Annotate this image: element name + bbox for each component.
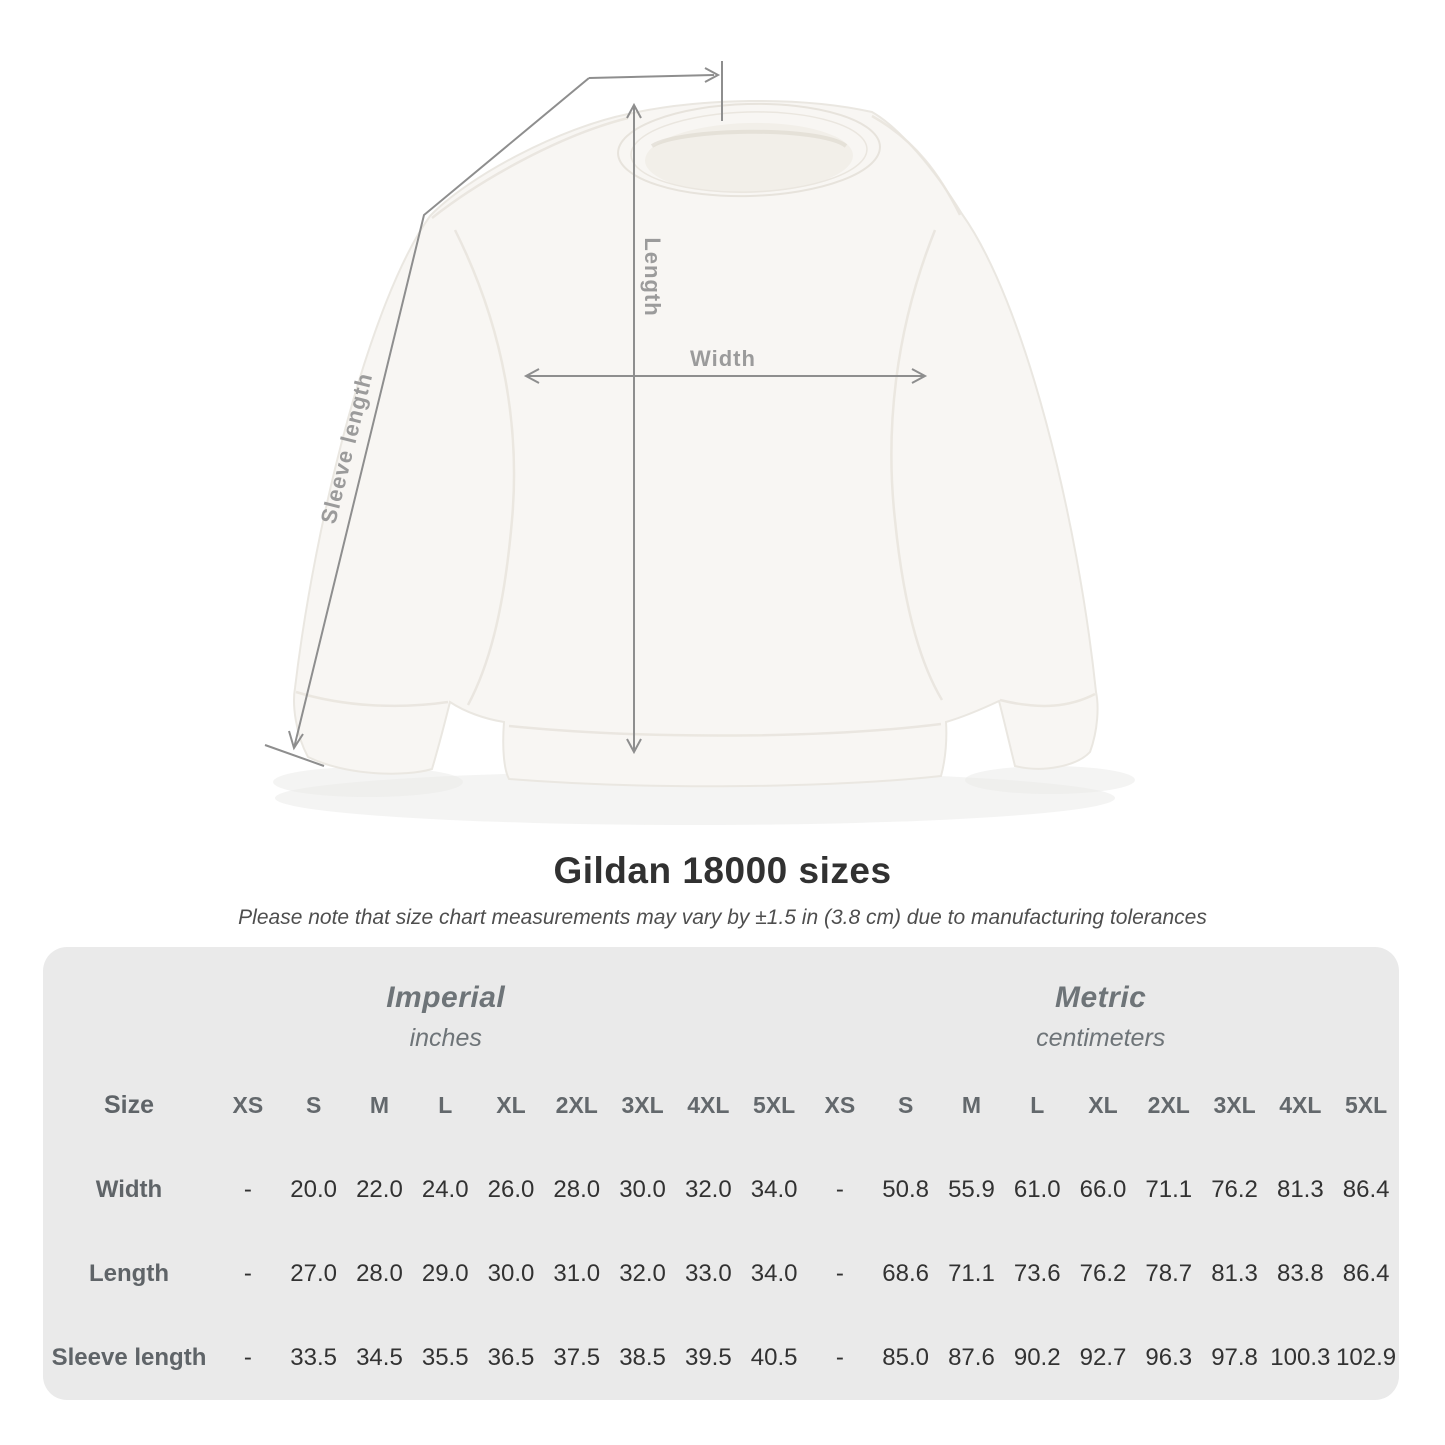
column-header: 4XL — [1279, 1091, 1322, 1118]
table-value: 50.8 — [882, 1176, 930, 1203]
column-header: M — [961, 1091, 982, 1118]
table-value: 83.8 — [1276, 1260, 1324, 1287]
table-value: 90.2 — [1013, 1344, 1061, 1371]
table-value: 27.0 — [290, 1260, 338, 1287]
table-value: 32.0 — [684, 1176, 732, 1203]
column-header: 5XL — [753, 1091, 796, 1118]
table-value: - — [835, 1176, 844, 1203]
table-value: 87.6 — [948, 1344, 995, 1371]
table-value: - — [835, 1344, 844, 1371]
column-header: 2XL — [555, 1091, 598, 1118]
table-value: 36.5 — [487, 1344, 535, 1371]
column-header: S — [305, 1091, 322, 1118]
table-value: 31.0 — [553, 1260, 601, 1287]
table-value: 55.9 — [948, 1176, 995, 1203]
table-value: 33.0 — [684, 1260, 732, 1287]
table-value: 30.0 — [619, 1176, 666, 1203]
table-value: 20.0 — [290, 1176, 338, 1203]
row-label-length: Length — [89, 1260, 169, 1287]
column-header: M — [369, 1091, 390, 1118]
table-value: 76.2 — [1079, 1260, 1127, 1287]
table-value: 68.6 — [882, 1260, 930, 1287]
table-value: 76.2 — [1211, 1176, 1258, 1203]
table-value: 33.5 — [290, 1344, 338, 1371]
imperial-unit: inches — [409, 1024, 482, 1052]
table-value: 97.8 — [1211, 1344, 1258, 1371]
length-label: Length — [640, 237, 665, 317]
table-value: 78.7 — [1145, 1260, 1193, 1287]
table-value: 32.0 — [619, 1260, 666, 1287]
column-header: XL — [496, 1091, 526, 1118]
size-grid — [43, 1062, 1399, 1400]
table-value: 28.0 — [356, 1260, 403, 1287]
sleeve-length-label: Sleeve length — [315, 369, 378, 527]
table-value: 86.4 — [1342, 1176, 1390, 1203]
size-table — [43, 947, 1399, 1400]
column-header: 5XL — [1345, 1091, 1388, 1118]
table-value: 85.0 — [882, 1344, 930, 1371]
metric-title: Metric — [1054, 981, 1147, 1014]
table-value: 35.5 — [421, 1344, 469, 1371]
table-value: 34.0 — [750, 1176, 798, 1203]
column-header: 4XL — [687, 1091, 730, 1118]
table-value: 34.0 — [750, 1260, 798, 1287]
tolerance-note: Please note that size chart measurements may vary by ±1.5 in (3.8 cm) due to manufacturing tolerances — [238, 906, 1207, 929]
table-value: - — [243, 1260, 252, 1287]
table-value: 39.5 — [684, 1344, 732, 1371]
table-value: 29.0 — [421, 1260, 469, 1287]
table-value: 92.7 — [1079, 1344, 1127, 1371]
table-value: 102.9 — [1336, 1344, 1397, 1371]
metric-unit: centimeters — [1036, 1024, 1166, 1052]
table-value: 71.1 — [1145, 1176, 1193, 1203]
table-value: 40.5 — [750, 1344, 798, 1371]
table-value: 73.6 — [1013, 1260, 1061, 1287]
table-value: - — [243, 1176, 252, 1203]
table-value: 96.3 — [1145, 1344, 1193, 1371]
imperial-title: Imperial — [386, 981, 506, 1014]
column-header: XS — [232, 1091, 264, 1118]
table-value: 81.3 — [1211, 1260, 1258, 1287]
table-value: 71.1 — [948, 1260, 995, 1287]
table-value: 38.5 — [619, 1344, 666, 1371]
column-header: 3XL — [621, 1091, 664, 1118]
table-value: 28.0 — [553, 1176, 601, 1203]
size-column-header: Size — [103, 1090, 155, 1119]
units-header-band — [43, 947, 1399, 1062]
column-header: 2XL — [1147, 1091, 1190, 1118]
sweatshirt-illustration — [294, 101, 1098, 787]
table-value: 24.0 — [421, 1176, 469, 1203]
table-value: 37.5 — [553, 1344, 601, 1371]
column-header: L — [1030, 1091, 1045, 1118]
metric-section-header — [1036, 947, 1165, 1053]
table-value: - — [835, 1260, 844, 1287]
column-header: XL — [1088, 1091, 1118, 1118]
imperial-section-header — [386, 947, 505, 1053]
column-header: S — [897, 1091, 914, 1118]
width-label: Width — [690, 346, 756, 371]
table-value: 30.0 — [487, 1260, 535, 1287]
table-value: - — [243, 1344, 252, 1371]
row-label-width: Width — [95, 1176, 163, 1203]
column-header: L — [438, 1091, 453, 1118]
table-value: 61.0 — [1013, 1176, 1061, 1203]
table-value: 66.0 — [1079, 1176, 1127, 1203]
table-value: 100.3 — [1270, 1344, 1331, 1371]
row-label-sleeve-length: Sleeve length — [51, 1344, 207, 1371]
table-value: 34.5 — [356, 1344, 403, 1371]
table-value: 81.3 — [1276, 1176, 1324, 1203]
column-header: XS — [824, 1091, 856, 1118]
column-header: 3XL — [1213, 1091, 1256, 1118]
table-value: 26.0 — [487, 1176, 535, 1203]
table-value: 22.0 — [356, 1176, 403, 1203]
page-title: Gildan 18000 sizes — [553, 850, 892, 891]
table-value: 86.4 — [1342, 1260, 1390, 1287]
